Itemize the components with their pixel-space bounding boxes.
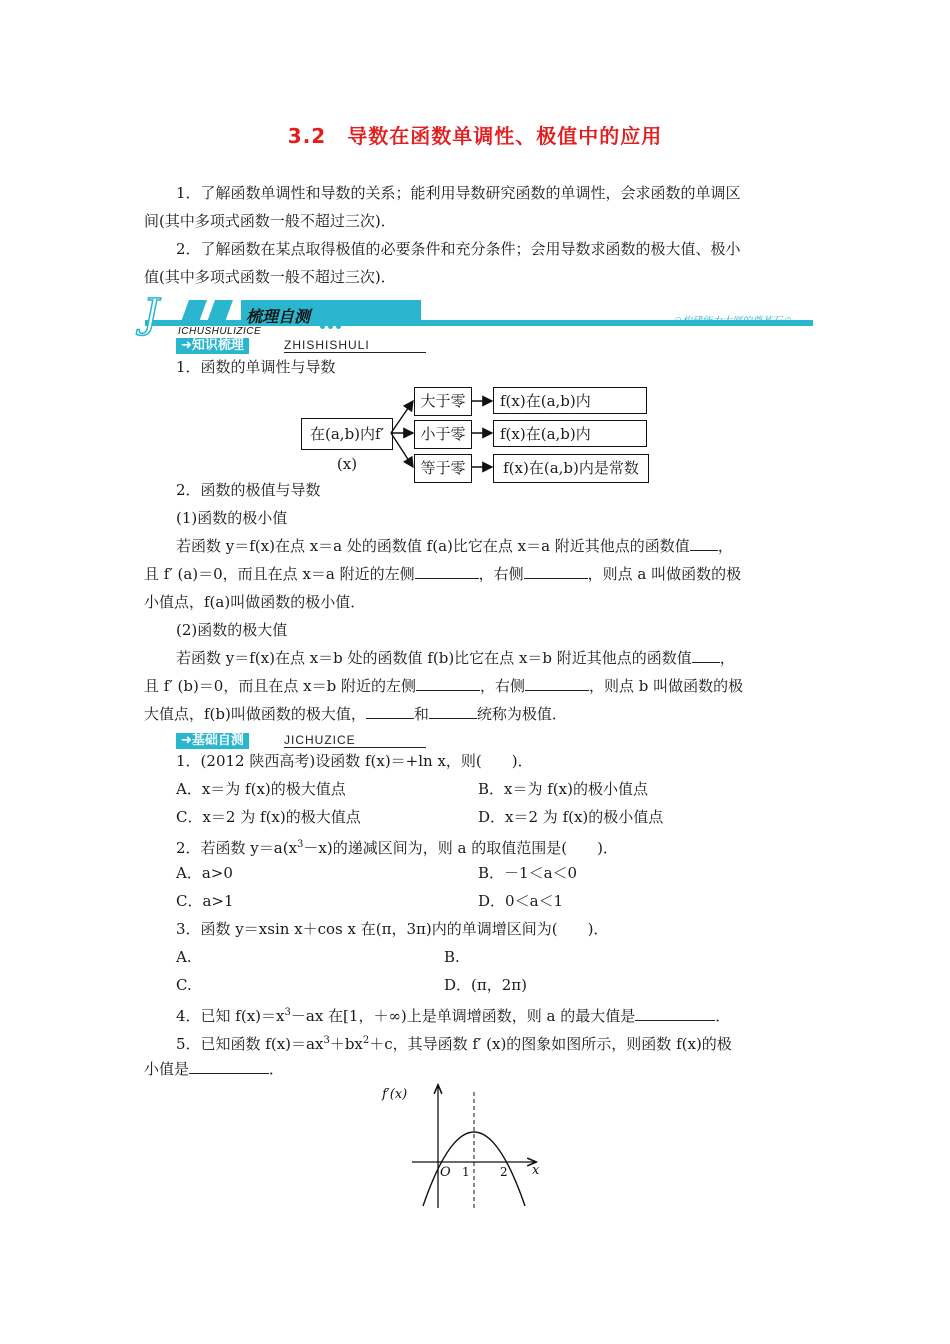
diagram-source-box: 在(a,b)内f′(x) (301, 418, 393, 450)
diagram-result-constant: f(x)在(a,b)内是常数 (493, 454, 649, 483)
answer-blank (525, 676, 589, 691)
max-line-3: 大值点，f(b)叫做函数的极大值， 和 统称为极值． (144, 705, 567, 723)
diagram-branch-negative: 小于零 (414, 420, 472, 449)
min-line-3: 小值点，f(a)叫做函数的极小值． (144, 593, 366, 611)
goal-line-1: 1．了解函数单调性和导数的关系；能利用导数研究函数的单调性，会求函数的单调区 (176, 184, 741, 202)
arrow-icon: ➜ (181, 733, 192, 748)
question-1: 1．(2012 陕西高考)设函数 f(x)＝+ln x，则( )． (176, 752, 533, 770)
q2-option-a: A．a>0 (176, 864, 233, 882)
derivative-graph (380, 1080, 560, 1210)
question-5: 5．已知函数 $f(x)=ax^3+bx^2+c$，其导函数 f′ (x)的图象如图所示，则函数 f(x)的极 (176, 1035, 732, 1053)
arrow-icon: ➜ (181, 338, 192, 353)
goal-line-2: 间(其中多项式函数一般不超过三次)． (144, 212, 396, 230)
tick-label-2: 2 (500, 1165, 508, 1179)
q1-option-c: C．x＝2 为 f(x)的极大值点 (176, 808, 361, 826)
answer-blank (429, 704, 477, 719)
answer-blank (189, 1059, 269, 1074)
page-title: 3.2 导数在函数单调性、极值中的应用 (287, 124, 663, 148)
answer-blank (692, 648, 720, 663)
q2-option-c: C．a>1 (176, 892, 234, 910)
section-tag-basic-test: ➜基础自测 (176, 733, 249, 749)
q3-option-b: B. (444, 948, 460, 966)
diagram-branch-zero: 等于零 (414, 454, 472, 483)
q3-option-c: C. (176, 976, 192, 994)
max-heading: (2)函数的极大值 (176, 621, 288, 639)
question-5-cont: 小值是 ． (144, 1060, 285, 1078)
q2-option-d: D．0＜a＜1 (478, 892, 564, 910)
q1-option-b: B．x＝为 f(x)的极小值点 (478, 780, 648, 798)
q3-option-a: A. (176, 948, 192, 966)
max-line-2: 且 f′ (b)＝0，而且在点 x＝b 附近的左侧 ，右侧 ，则点 b 叫做函数的极 (144, 677, 744, 695)
max-line-1: 若函数 y＝f(x)在点 x＝b 处的函数值 f(b)比它在点 x＝b 附近其他点的函数值 ， (176, 649, 735, 667)
diagram-result-increasing: f(x)在(a,b)内 (493, 387, 647, 414)
item-extremum: 2．函数的极值与导数 (176, 481, 321, 499)
tick-label-1: 1 (462, 1165, 470, 1179)
banner-title: 梳理自测 (246, 307, 311, 326)
q2-option-b: B．－1＜a＜0 (478, 864, 578, 882)
banner-pinyin: ICHUSHULIZICE (178, 326, 262, 337)
answer-blank (366, 704, 414, 719)
diagram-branch-positive: 大于零 (414, 387, 472, 416)
goal-line-3: 2．了解函数在某点取得极值的必要条件和充分条件；会用导数求函数的极大值、极小 (176, 240, 741, 258)
section-pinyin-basic-test: JICHUZICE (284, 733, 426, 748)
min-line-2: 且 f′ (a)＝0，而且在点 x＝a 附近的左侧 ，右侧 ，则点 a 叫做函数的极 (144, 565, 742, 583)
section-tag-knowledge: ➜知识梳理 (176, 338, 249, 354)
item-monotonicity: 1．函数的单调性与导数 (176, 358, 336, 376)
min-heading: (1)函数的极小值 (176, 509, 288, 527)
goal-line-4: 值(其中多项式函数一般不超过三次)． (144, 268, 396, 286)
question-4: 4．已知 $f(x)=x^3-ax$ 在[1，＋∞)上是单调增函数，则 a 的最大值是 ． (176, 1007, 731, 1025)
answer-blank (524, 564, 588, 579)
answer-blank (415, 564, 479, 579)
diagram-arrows (0, 0, 950, 500)
origin-label: O (440, 1165, 451, 1180)
x-axis-label: x (532, 1163, 540, 1178)
answer-blank (635, 1006, 715, 1021)
answer-blank (416, 676, 480, 691)
banner-letter: J (143, 291, 160, 337)
y-axis-label: f′(x) (382, 1087, 408, 1102)
answer-blank (690, 536, 718, 551)
question-3: 3．函数 y＝xsin x＋cos x 在(π，3π)内的单调增区间为( )． (176, 920, 609, 938)
q1-option-d: D．x＝2 为 f(x)的极小值点 (478, 808, 664, 826)
section-pinyin-knowledge: ZHISHISHULI (284, 338, 426, 353)
question-2: 2．若函数 $y=a(x^3-x)$的递减区间为，则 a 的取值范围是( )． (176, 839, 618, 857)
min-line-1: 若函数 y＝f(x)在点 x＝a 处的函数值 f(a)比它在点 x＝a 附近其他点的函数值 ， (176, 537, 733, 555)
diagram-result-decreasing: f(x)在(a,b)内 (493, 420, 647, 447)
q3-option-d: D．(π，2π) (444, 976, 527, 994)
q1-option-a: A．x＝为 f(x)的极大值点 (176, 780, 346, 798)
banner-slogan: ☉构建能力大厦的奠基石☉ (672, 316, 792, 327)
